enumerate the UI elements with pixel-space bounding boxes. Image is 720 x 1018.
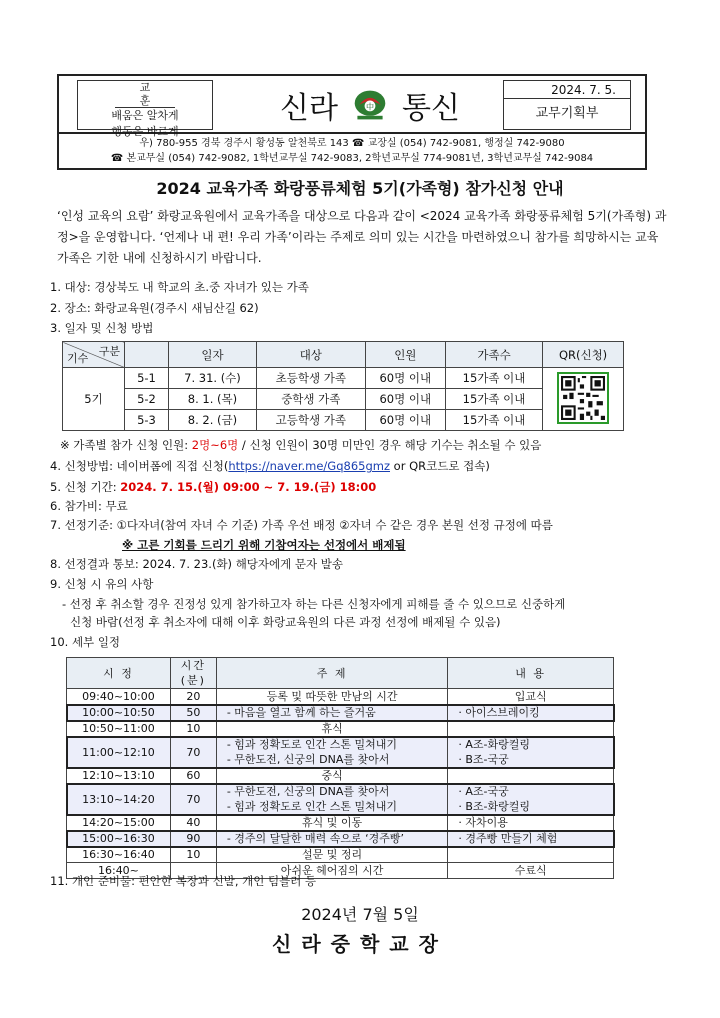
table-row bbox=[67, 721, 614, 737]
topic-line: 설문 및 정리 bbox=[302, 848, 363, 861]
apply-form-link[interactable]: https://naver.me/Gq865gmz bbox=[228, 459, 390, 473]
topic-line: - 무한도전, 신궁의 DNA를 찾아서 bbox=[226, 785, 390, 798]
item-apply-period bbox=[50, 479, 376, 495]
topic-line: - 힘과 정확도로 인간 스톤 밀쳐내기 bbox=[226, 738, 398, 751]
table-cell: 5-1 bbox=[125, 368, 169, 389]
table-cell: 10 bbox=[170, 721, 216, 737]
table-cell: 8. 1. (목) bbox=[169, 389, 257, 410]
intro-paragraph: ‘인성 교육의 요람’ 화랑교육원에서 교육가족을 대상으로 다음과 같이 <2024 교육가족 화랑풍류체험 5기(가족형) 과정>을 운영합니다. ‘언제나 내 편! 우리 가족’이라는 주제로 의미 있는 시간을 마련하였으니 참가를 희망하시는 교육가족은 기한 내에 신청하시기 바랍니다. bbox=[57, 209, 667, 265]
footer-date: 2024년 7월 5일 bbox=[301, 905, 419, 924]
content-line: · A조-국궁 bbox=[458, 785, 509, 798]
content-line: 입교식 bbox=[514, 690, 547, 703]
table-header: 내 용 bbox=[448, 658, 614, 689]
table-cell: 50 bbox=[170, 705, 216, 721]
topic-line: 등록 및 따뜻한 만남의 시간 bbox=[266, 690, 398, 703]
table-header: 시간(분) bbox=[170, 658, 216, 689]
table-cell: 40 bbox=[170, 815, 216, 831]
content-line: · A조-화랑컬링 bbox=[458, 738, 530, 751]
item-detail-schedule: 10. 세부 일정 bbox=[50, 635, 121, 649]
topic-line: - 무한도전, 신궁의 DNA를 찾아서 bbox=[226, 753, 390, 766]
table-cell: 8. 2. (금) bbox=[169, 410, 257, 431]
table-cell: 10:50~11:00 bbox=[67, 721, 171, 737]
table-cell bbox=[448, 831, 614, 847]
table-cell: 15가족 이내 bbox=[445, 368, 542, 389]
table-cell bbox=[216, 689, 447, 705]
table-row bbox=[67, 784, 614, 815]
session-group: 5기 bbox=[63, 368, 125, 431]
table-cell: 중학생 가족 bbox=[256, 389, 365, 410]
contact-info bbox=[57, 134, 647, 170]
item-criteria: 7. 선정기준: ①다자녀(참여 자녀 수 기준) 가족 우선 배정 ②자녀 수 같은 경우 본원 선정 규정에 따름 bbox=[50, 518, 553, 532]
content-line: · 자차이용 bbox=[458, 816, 508, 829]
table-header: 대상 bbox=[256, 342, 365, 368]
table-cell: 5-3 bbox=[125, 410, 169, 431]
item-target: 1. 대상: 경상북도 내 학교의 초.중 자녀가 있는 가족 bbox=[50, 280, 309, 294]
table-cell bbox=[448, 737, 614, 768]
content-line: 수료식 bbox=[514, 864, 547, 877]
table-cell: 60명 이내 bbox=[365, 410, 445, 431]
table-cell: 60 bbox=[170, 768, 216, 784]
note-highlight: 2명~6명 bbox=[191, 438, 239, 452]
table-cell: 13:10~14:20 bbox=[67, 784, 171, 815]
table-cell bbox=[448, 847, 614, 863]
topic-line: 중식 bbox=[321, 769, 343, 782]
table-cell: 20 bbox=[170, 689, 216, 705]
table-cell bbox=[448, 721, 614, 737]
table-row bbox=[67, 689, 614, 705]
contact-line: ☎ 본교무실 (054) 742-9082, 1학년교무실 742-9083, 2학년교무실 774-9081년, 3학년교무실 742-9084 bbox=[110, 153, 594, 164]
table-cell bbox=[448, 784, 614, 815]
table-row bbox=[67, 815, 614, 831]
table-header: 가족수 bbox=[445, 342, 542, 368]
topic-line: 휴식 bbox=[321, 722, 343, 735]
note-text: / 신청 인원이 30명 미만인 경우 해당 기수는 취소될 수 있음 bbox=[238, 438, 542, 452]
table-cell: 5-2 bbox=[125, 389, 169, 410]
table-cell: 초등학생 가족 bbox=[256, 368, 365, 389]
item-text: 5. 신청 기간: bbox=[50, 480, 121, 494]
topic-line: 아쉬운 헤어짐의 시간 bbox=[280, 864, 384, 877]
table-corner-header bbox=[63, 342, 125, 368]
table-cell: 고등학생 가족 bbox=[256, 410, 365, 431]
table-cell bbox=[216, 737, 447, 768]
table-cell: 15가족 이내 bbox=[445, 389, 542, 410]
session-table bbox=[62, 341, 624, 431]
table-cell: 14:20~15:00 bbox=[67, 815, 171, 831]
content-line: · B조-화랑컬링 bbox=[458, 800, 530, 813]
content-line: · 아이스브레이킹 bbox=[458, 706, 540, 719]
motto-title: 교 훈 bbox=[115, 81, 175, 108]
detail-schedule-table bbox=[66, 657, 614, 879]
motto-line: 배움은 알차게 bbox=[111, 109, 179, 122]
content-line: · 경주빵 만들기 체험 bbox=[458, 832, 558, 845]
table-header-spacer bbox=[125, 342, 169, 368]
table-cell: 16:40~ bbox=[67, 863, 171, 879]
qr-code-icon[interactable] bbox=[557, 372, 609, 424]
table-cell: 15가족 이내 bbox=[445, 410, 542, 431]
newsletter-header bbox=[57, 74, 647, 138]
table-cell: 70 bbox=[170, 784, 216, 815]
item-location: 2. 장소: 화랑교육원(경주시 새님산길 62) bbox=[50, 301, 259, 315]
item-apply-method bbox=[50, 458, 490, 474]
newsletter-masthead bbox=[255, 80, 485, 130]
table-cell: 60명 이내 bbox=[365, 368, 445, 389]
apply-period-highlight: 2024. 7. 15.(월) 09:00 ~ 7. 19.(금) 18:00 bbox=[120, 480, 377, 494]
table-cell: 7. 31. (수) bbox=[169, 368, 257, 389]
table-row bbox=[67, 737, 614, 768]
table-cell: 70 bbox=[170, 737, 216, 768]
principal-signature: 신라중학교장 bbox=[272, 932, 448, 956]
table-cell: 16:30~16:40 bbox=[67, 847, 171, 863]
table-cell: 11:00~12:10 bbox=[67, 737, 171, 768]
table-row bbox=[63, 389, 624, 410]
table-row bbox=[67, 705, 614, 721]
criteria-note: ※ 고른 기회를 드리기 위해 기참여자는 선정에서 배제됨 bbox=[122, 538, 406, 552]
table-row bbox=[63, 368, 624, 389]
table-cell bbox=[216, 847, 447, 863]
table-cell bbox=[448, 689, 614, 705]
svg-text:中: 中 bbox=[365, 101, 375, 112]
issue-info-box bbox=[503, 80, 631, 130]
item-supplies: 11. 개인 준비물: 편안한 복장과 신발, 개인 텀블러 등 bbox=[50, 874, 317, 888]
table-cell bbox=[448, 863, 614, 879]
document-title: 2024 교육가족 화랑풍류체험 5기(가족형) 참가신청 안내 bbox=[156, 179, 564, 198]
table-cell: 09:40~10:00 bbox=[67, 689, 171, 705]
item-schedule-heading: 3. 일자 및 신청 방법 bbox=[50, 321, 154, 335]
masthead-right: 통신 bbox=[402, 91, 460, 126]
table-cell: 90 bbox=[170, 831, 216, 847]
item-result: 8. 선정결과 통보: 2024. 7. 23.(화) 해당자에게 문자 발송 bbox=[50, 557, 343, 571]
table-header: 일자 bbox=[169, 342, 257, 368]
content-line: · B조-국궁 bbox=[458, 753, 509, 766]
table-cell bbox=[216, 831, 447, 847]
issuing-department: 교무기획부 bbox=[535, 106, 599, 121]
table-cell bbox=[216, 815, 447, 831]
issue-date: 2024. 7. 5. bbox=[504, 81, 630, 99]
participant-note bbox=[60, 437, 541, 453]
table-header: 인원 bbox=[365, 342, 445, 368]
item-fee: 6. 참가비: 무료 bbox=[50, 499, 128, 513]
item-cautions: 9. 신청 시 유의 사항 bbox=[50, 577, 154, 591]
table-cell bbox=[448, 768, 614, 784]
masthead-left: 신라 bbox=[280, 91, 338, 126]
topic-line: 휴식 및 이동 bbox=[302, 816, 363, 829]
caution-detail: 신청 바람(선정 후 취소자에 대해 이후 화랑교육원의 다른 과정 선정에 배제될 수 있음) bbox=[70, 615, 501, 629]
corner-label-session: 기수 bbox=[67, 352, 89, 365]
table-cell: 10 bbox=[170, 847, 216, 863]
table-cell: 60명 이내 bbox=[365, 389, 445, 410]
item-text: or QR코드로 접속) bbox=[390, 459, 490, 473]
table-row bbox=[63, 410, 624, 431]
caution-detail: - 선정 후 취소할 경우 진정성 있게 참가하고자 하는 다른 신청자에게 피해를 줄 수 있으므로 신중하게 bbox=[62, 597, 566, 611]
table-row bbox=[67, 768, 614, 784]
topic-line: - 경주의 달달한 매력 속으로 ‘경주빵’ bbox=[226, 832, 405, 845]
table-cell: 15:00~16:30 bbox=[67, 831, 171, 847]
school-emblem-icon bbox=[352, 87, 388, 123]
table-cell bbox=[216, 784, 447, 815]
motto-line: 행동은 바르게 bbox=[111, 125, 179, 138]
topic-line: - 마음을 열고 함께 하는 즐거움 bbox=[226, 706, 376, 719]
qr-cell[interactable] bbox=[543, 368, 624, 431]
table-header: QR(신청) bbox=[543, 342, 624, 368]
item-text: 4. 신청방법: 네이버폼에 직접 신청( bbox=[50, 459, 229, 473]
note-text: ※ 가족별 참가 신청 인원: bbox=[60, 438, 192, 452]
table-cell bbox=[216, 721, 447, 737]
table-row bbox=[67, 847, 614, 863]
table-header: 시 정 bbox=[67, 658, 171, 689]
table-row bbox=[67, 831, 614, 847]
table-cell: 10:00~10:50 bbox=[67, 705, 171, 721]
school-motto-box bbox=[77, 80, 213, 138]
table-header: 주 제 bbox=[216, 658, 447, 689]
corner-label-category: 구분 bbox=[98, 345, 120, 358]
table-cell bbox=[448, 815, 614, 831]
table-cell bbox=[216, 705, 447, 721]
table-cell bbox=[216, 768, 447, 784]
topic-line: - 힘과 정확도로 인간 스톤 밀쳐내기 bbox=[226, 800, 398, 813]
contact-line: 우) 780-955 경북 경주시 황성동 알천북로 143 ☎ 교장실 (054) 742-9081, 행정실 742-9080 bbox=[139, 138, 565, 149]
table-cell bbox=[448, 705, 614, 721]
table-cell: 12:10~13:10 bbox=[67, 768, 171, 784]
